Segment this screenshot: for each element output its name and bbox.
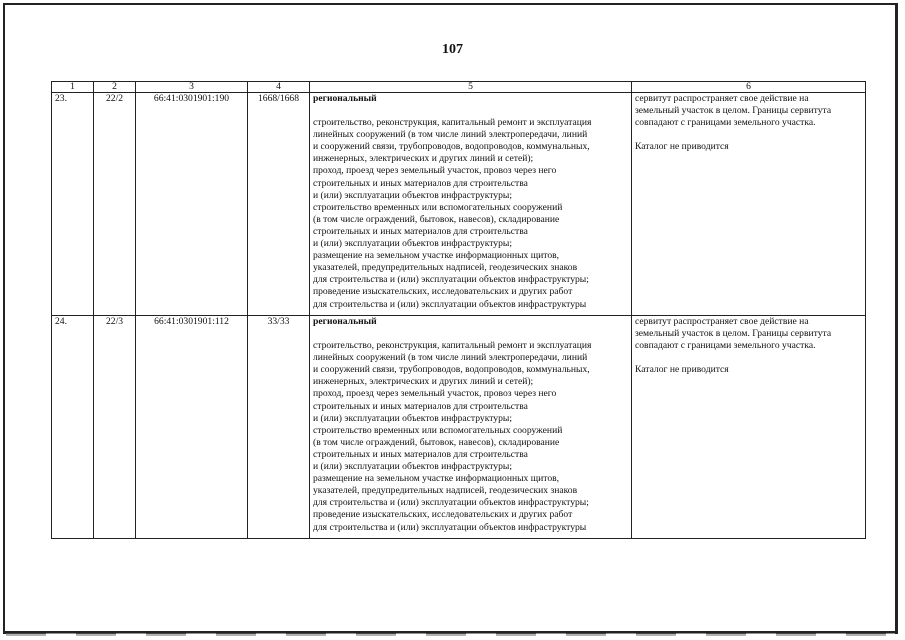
purpose-line: строительных и иных материалов для строительства [313, 400, 528, 412]
purpose-line: и (или) эксплуатации объектов инфраструктуры; [313, 189, 513, 201]
purpose-line: для строительства и (или) эксплуатации объектов инфраструктуры; [313, 497, 589, 509]
share-value: 1668/1668 [248, 93, 310, 316]
header-col-3: 3 [136, 82, 248, 93]
header-col-2: 2 [94, 82, 136, 93]
purpose-line: указателей, предупредительных надписей, геодезических знаков [313, 262, 578, 274]
servitude-table [51, 81, 866, 539]
purpose-line: инженерных, электрических и других линий и сетей); [313, 153, 534, 165]
purpose-line: и (или) эксплуатации объектов инфраструктуры; [313, 412, 513, 424]
purpose-line: для строительства и (или) эксплуатации объектов инфраструктуры [313, 521, 587, 533]
servitude-level: региональный [313, 93, 377, 104]
note-cell [632, 93, 866, 316]
table-row [52, 93, 866, 316]
purpose-line: (в том числе ограждений, бытовок, навесов), складирование [313, 213, 560, 225]
purpose-line: линейных сооружений (в том числе линий электропередачи, линий [313, 352, 588, 364]
purpose-line: проведение изыскательских, исследовательских и других работ [313, 286, 573, 298]
purpose-line: строительных и иных материалов для строительства [313, 225, 528, 237]
row-number: 23. [52, 93, 94, 316]
catalog-note: Каталог не приводится [635, 141, 729, 153]
purpose-line: инженерных, электрических и других линий и сетей); [313, 376, 534, 388]
header-col-4: 4 [248, 82, 310, 93]
purpose-line: для строительства и (или) эксплуатации объектов инфраструктуры; [313, 274, 589, 286]
purpose-line: строительство, реконструкция, капитальный ремонт и эксплуатация [313, 117, 592, 129]
purpose-line: размещение на земельном участке информационных щитов, [313, 250, 560, 262]
header-col-1: 1 [52, 82, 94, 93]
purpose-line: (в том числе ограждений, бытовок, навесов), складирование [313, 436, 560, 448]
purpose-line: строительных и иных материалов для строительства [313, 448, 528, 460]
servitude-level: региональный [313, 316, 377, 327]
purpose-line: и (или) эксплуатации объектов инфраструктуры; [313, 238, 513, 250]
table-row [52, 316, 866, 539]
note-cell [632, 316, 866, 539]
purpose-line: линейных сооружений (в том числе линий электропередачи, линий [313, 129, 588, 141]
purpose-line: размещение на земельном участке информационных щитов, [313, 473, 560, 485]
purpose-line: и сооружений связи, трубопроводов, водопроводов, коммунальных, [313, 141, 590, 153]
header-col-6: 6 [632, 82, 866, 93]
purpose-line: проведение изыскательских, исследовательских и других работ [313, 509, 573, 521]
purpose-line: строительных и иных материалов для строительства [313, 177, 528, 189]
spacer [313, 105, 628, 117]
note-line: земельный участок в целом. Границы сервитута [635, 328, 832, 340]
purpose-line: указателей, предупредительных надписей, геодезических знаков [313, 485, 578, 497]
purpose-line: для строительства и (или) эксплуатации объектов инфраструктуры [313, 298, 587, 310]
purpose-line: проход, проезд через земельный участок, провоз через него [313, 388, 557, 400]
catalog-note: Каталог не приводится [635, 364, 729, 376]
spacer [635, 352, 862, 364]
note-line: сервитут распространяет свое действие на [635, 93, 809, 104]
scan-edge [6, 633, 895, 636]
cadastral-number: 66:41:0301901:190 [136, 93, 248, 316]
purpose-line: проход, проезд через земельный участок, провоз через него [313, 165, 557, 177]
note-line: совпадают с границами земельного участка. [635, 117, 816, 129]
spacer [635, 129, 862, 141]
header-row [52, 82, 866, 93]
note-line: земельный участок в целом. Границы сервитута [635, 105, 832, 117]
purpose-line: строительство временных или вспомогательных сооружений [313, 424, 563, 436]
purpose-cell [310, 316, 632, 539]
purpose-line: строительство, реконструкция, капитальный ремонт и эксплуатация [313, 340, 592, 352]
purpose-line: строительство временных или вспомогательных сооружений [313, 201, 563, 213]
note-line: сервитут распространяет свое действие на [635, 316, 809, 327]
row-number: 24. [52, 316, 94, 539]
purpose-cell [310, 93, 632, 316]
cadastral-number: 66:41:0301901:112 [136, 316, 248, 539]
zone-code: 22/2 [94, 93, 136, 316]
purpose-line: и сооружений связи, трубопроводов, водопроводов, коммунальных, [313, 364, 590, 376]
purpose-line: и (или) эксплуатации объектов инфраструктуры; [313, 461, 513, 473]
share-value: 33/33 [248, 316, 310, 539]
page-number: 107 [442, 42, 463, 57]
note-line: совпадают с границами земельного участка. [635, 340, 816, 352]
zone-code: 22/3 [94, 316, 136, 539]
header-col-5: 5 [310, 82, 632, 93]
spacer [313, 328, 628, 340]
